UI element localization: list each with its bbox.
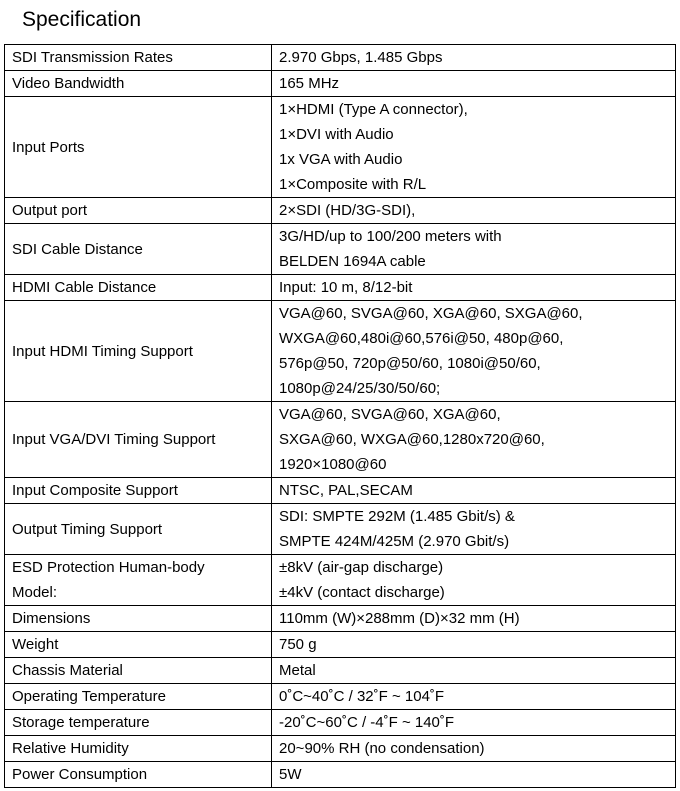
spec-value: ±4kV (contact discharge) [279, 584, 445, 601]
spec-name: Video Bandwidth [12, 75, 125, 92]
spec-name-cell [5, 275, 272, 301]
spec-value-cell [272, 275, 676, 301]
table-row [5, 97, 676, 198]
spec-value-cell [272, 198, 676, 224]
spec-name-cell [5, 301, 272, 402]
spec-name-cell [5, 45, 272, 71]
spec-value-cell [272, 684, 676, 710]
spec-name-cell [5, 658, 272, 684]
spec-name: Weight [12, 636, 59, 653]
spec-value-cell [272, 504, 676, 555]
table-row [5, 45, 676, 71]
spec-value: -20˚C~60˚C / -4˚F ~ 140˚F [279, 714, 455, 731]
spec-name: Relative Humidity [12, 740, 129, 757]
spec-value: 2.970 Gbps, 1.485 Gbps [279, 49, 443, 66]
spec-value-cell [272, 224, 676, 275]
spec-value-cell [272, 762, 676, 788]
spec-value: BELDEN 1694A cable [279, 253, 426, 270]
spec-value: 5W [279, 766, 302, 783]
table-row [5, 504, 676, 555]
spec-name: SDI Cable Distance [12, 240, 143, 258]
spec-name-cell [5, 402, 272, 478]
spec-name: Chassis Material [12, 662, 123, 679]
table-row [5, 198, 676, 224]
spec-value-cell [272, 632, 676, 658]
spec-value: 165 MHz [279, 75, 340, 92]
spec-name-cell [5, 632, 272, 658]
table-row [5, 402, 676, 478]
spec-value-cell [272, 402, 676, 478]
spec-name: Input Composite Support [12, 482, 178, 499]
table-row [5, 684, 676, 710]
spec-value-cell [272, 555, 676, 606]
spec-value: WXGA@60,480i@60,576i@50, 480p@60, [279, 330, 564, 347]
table-row [5, 710, 676, 736]
spec-value-cell [272, 736, 676, 762]
spec-name: Output Timing Support [12, 520, 163, 538]
spec-name-cell [5, 224, 272, 275]
spec-value: 110mm (W)×288mm (D)×32 mm (H) [279, 610, 520, 627]
specification-table-body [5, 45, 676, 788]
table-row [5, 606, 676, 632]
spec-value: SDI: SMPTE 292M (1.485 Gbit/s) & [279, 508, 515, 525]
spec-value: 2×SDI (HD/3G-SDI), [279, 202, 416, 219]
spec-name-cell [5, 606, 272, 632]
spec-name-cell [5, 710, 272, 736]
spec-name: Dimensions [12, 610, 91, 627]
spec-name: SDI Transmission Rates [12, 49, 173, 66]
spec-value: 750 g [279, 636, 317, 653]
spec-name: HDMI Cable Distance [12, 279, 157, 296]
specification-table [4, 44, 676, 788]
table-row [5, 555, 676, 606]
spec-value-cell [272, 45, 676, 71]
spec-value: SXGA@60, WXGA@60,1280x720@60, [279, 431, 545, 448]
spec-value-cell [272, 606, 676, 632]
spec-name: Model: [12, 584, 58, 601]
spec-name-cell [5, 504, 272, 555]
spec-name-cell [5, 478, 272, 504]
spec-name: ESD Protection Human-body [12, 559, 205, 576]
spec-name-cell [5, 555, 272, 606]
spec-value: 576p@50, 720p@50/60, 1080i@50/60, [279, 355, 541, 372]
spec-value: 20~90% RH (no condensation) [279, 740, 485, 757]
table-row [5, 736, 676, 762]
spec-value: 1080p@24/25/30/50/60; [279, 380, 441, 397]
spec-value: Metal [279, 662, 316, 679]
spec-value-cell [272, 710, 676, 736]
spec-value: 1×Composite with R/L [279, 176, 427, 193]
spec-value: 1×HDMI (Type A connector), [279, 101, 468, 118]
spec-name-cell [5, 71, 272, 97]
spec-value: VGA@60, SVGA@60, XGA@60, SXGA@60, [279, 305, 583, 322]
table-row [5, 71, 676, 97]
page-title: Specification [22, 8, 142, 31]
table-row [5, 224, 676, 275]
spec-value: SMPTE 424M/425M (2.970 Gbit/s) [279, 533, 510, 550]
table-row [5, 478, 676, 504]
spec-value-cell [272, 97, 676, 198]
spec-value: NTSC, PAL,SECAM [279, 482, 413, 499]
spec-name: Power Consumption [12, 766, 148, 783]
spec-value: 1x VGA with Audio [279, 151, 403, 168]
spec-value: ±8kV (air-gap discharge) [279, 559, 444, 576]
spec-value: 3G/HD/up to 100/200 meters with [279, 228, 502, 245]
table-row [5, 658, 676, 684]
spec-value: 1×DVI with Audio [279, 126, 394, 143]
spec-value: VGA@60, SVGA@60, XGA@60, [279, 406, 501, 423]
spec-name-cell [5, 762, 272, 788]
spec-value-cell [272, 301, 676, 402]
spec-name: Operating Temperature [12, 688, 166, 705]
spec-name-cell [5, 684, 272, 710]
spec-name: Input VGA/DVI Timing Support [12, 431, 216, 448]
table-row [5, 632, 676, 658]
spec-name: Input HDMI Timing Support [12, 342, 193, 360]
spec-name-cell [5, 198, 272, 224]
spec-value-cell [272, 658, 676, 684]
spec-value: 0˚C~40˚C / 32˚F ~ 104˚F [279, 688, 445, 705]
spec-name-cell [5, 97, 272, 198]
spec-value-cell [272, 71, 676, 97]
spec-name: Storage temperature [12, 714, 150, 731]
table-row [5, 762, 676, 788]
spec-name: Output port [12, 202, 88, 219]
spec-name-cell [5, 736, 272, 762]
spec-value-cell [272, 478, 676, 504]
table-row [5, 301, 676, 402]
spec-name: Input Ports [12, 138, 85, 156]
spec-value: 1920×1080@60 [279, 456, 387, 473]
spec-value: Input: 10 m, 8/12-bit [279, 279, 413, 296]
table-row [5, 275, 676, 301]
